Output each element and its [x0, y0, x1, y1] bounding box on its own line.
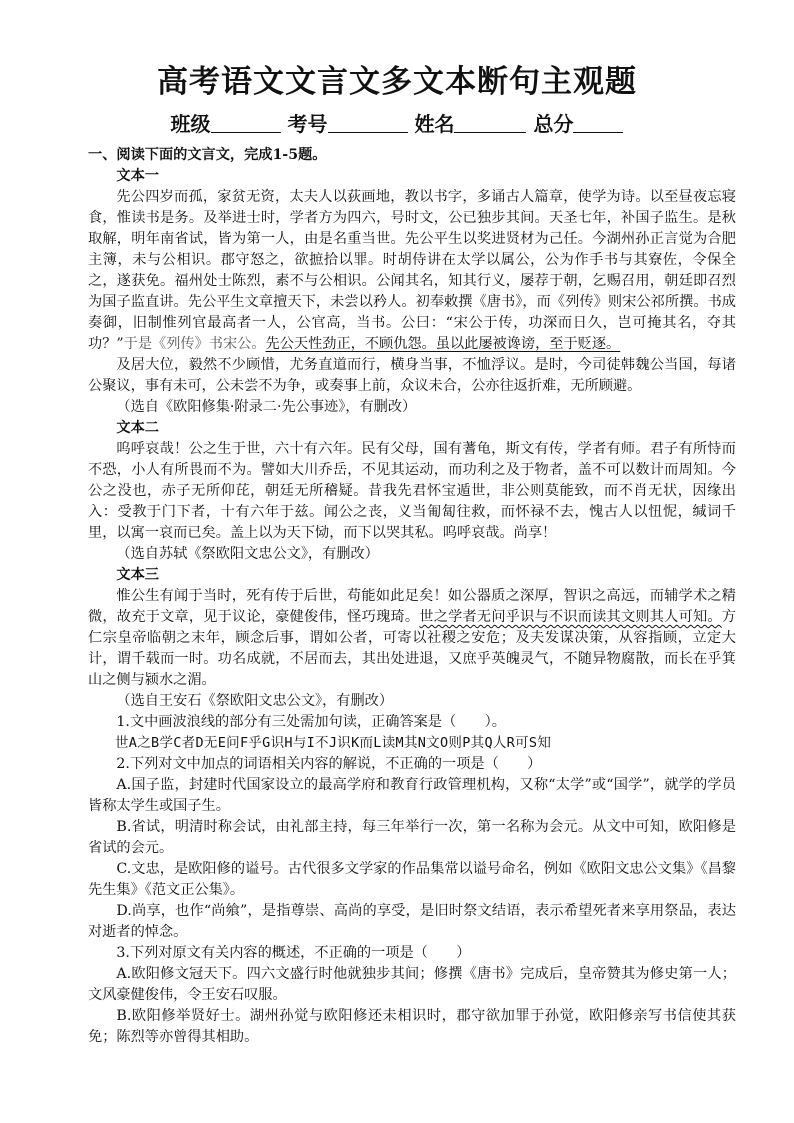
score-blank[interactable] [573, 112, 623, 133]
question-1-options: 世A之B学C者D无E问F乎G识H与I不J识K而L读M其N文O则P其Q人R可S知 [115, 735, 552, 751]
class-label: 班级 [170, 112, 211, 136]
text3-paragraph-1 [88, 586, 736, 691]
number-label: 考号 [287, 112, 328, 136]
text1-body: 先公四岁而孤，家贫无资，太夫人以荻画地，教以书字，多诵古人篇章，使学为诗。以至昼夜忘寝食，惟读书是务。及举进士时，学者方为四六，号时文，公已独步其间。天圣七年，补国子监生。是秋取解，明年南省试，皆为第一人，由是名重当世。先公平生以奖进贤材为己任。今湖州孙正言觉为合肥主簿，未与公相识。郡守怒之，欲摭拾以罪。时胡侍讲在太学以属公，公为作手书与其寮佐，令保全之，遂获免。福州处士陈烈，素不与公相识。公闻其名，知其行义，屡荐于朝，乞赐召用，朝廷即召烈为国子监直讲。先公平生文章擅天下，未尝以矜人。初奉敕撰《唐书》，而《列传》则宋公祁所撰。书成奏御，旧制惟列官最高者一人，公官高，当书。公曰： [88, 189, 736, 331]
text3-wavy-sentence: 世之学者无问乎识与不识而读其文则其人可知。 [419, 609, 722, 625]
text3-body-b: 方仁宗皇帝临朝之末年，顾念后事，谓如公者，可寄以社稷之安危；及夫发谋决策，从容指顾，立定大计，谓千载而一时。功名成就，不居而去，其出处进退，又庶乎英魄灵气，不随异物腐散，而长在乎箕山之侧与颍水之湄。 [88, 609, 736, 688]
text1-quote: “宋公于传，功深而日久，岂可掩其名，夺其功？” [88, 315, 736, 352]
text1-grey-sentence: 于是《列传》书宋公。 [123, 336, 266, 352]
score-label: 总分 [533, 112, 574, 136]
text1-source: （选自《欧阳修集·附录二·先公事迹》，有删改） [116, 399, 417, 415]
question-2-stem: 2.下列对文中加点的词语相关内容的解说，不正确的一项是（ ） [116, 756, 542, 772]
document-title: 高考语文文言文多文本断句主观题 [157, 64, 637, 100]
question-2-option-b: B.省试，明清时称会试，由礼部主持，每三年举行一次，第一名称为会元。从文中可知，欧阳修是省试的会元。 [88, 819, 736, 856]
question-1-stem: 1.文中画波浪线的部分有三处需加句读，正确答案是（ ）。 [116, 714, 506, 730]
text3-body-a: 惟公生有闻于当时，死有传于后世，苟能如此足矣！如公器质之深厚，智识之高远，而辅学术之精微，故充于文章，见于议论，豪健俊伟，怪巧瑰琦。 [88, 588, 736, 625]
text2-source: （选自苏轼《祭欧阳文忠公文》，有删改） [116, 546, 379, 562]
text3-source: （选自王安石《祭欧阳文忠公文》，有删改） [116, 693, 394, 709]
text1-paragraph-2: 及居大位，毅然不少顾惜，尤务直道而行，横身当事，不恤浮议。是时，今司徒韩魏公当国，每诸公聚议，事有未可，公未尝不为争，或奏事上前，众议未合，公亦往返折难，无所顾避。 [88, 357, 736, 394]
class-blank[interactable] [211, 112, 281, 133]
exam-content [88, 145, 736, 1048]
name-blank[interactable] [454, 112, 526, 133]
text1-label: 文本一 [116, 168, 159, 184]
text3-label: 文本三 [116, 567, 159, 583]
question-3-option-a: A.欧阳修文冠天下。四六文盛行时他就独步其间；修撰《唐书》完成后，皇帝赞其为修史第一人；文风豪健俊伟，令王安石叹服。 [88, 966, 736, 1003]
text1-underlined-sentence: 先公天性劲正，不顾仇怨。虽以此屡被谗谤，至于贬逐。 [265, 336, 621, 352]
question-2-option-d: D.尚享，也作“尚飨”，是指尊崇、高尚的享受，是旧时祭文结语，表示希望死者来享用祭品，表达对逝者的悼念。 [88, 903, 736, 940]
text2-label: 文本二 [116, 420, 159, 436]
section-heading: 一、阅读下面的文言文，完成1-5题。 [88, 147, 327, 163]
text1-paragraph-1 [88, 187, 736, 355]
name-label: 姓名 [414, 112, 455, 136]
question-2-option-a: A.国子监，封建时代国家设立的最高学府和教育行政管理机构，又称“太学”或“国学”，就学的学员皆称太学生或国子生。 [88, 777, 736, 814]
student-info-line [0, 110, 794, 138]
number-blank[interactable] [328, 112, 408, 133]
question-2-option-c: C.文忠，是欧阳修的谥号。古代很多文学家的作品集常以谥号命名，例如《欧阳文忠公文集》《昌黎先生集》《范文正公集》。 [88, 861, 736, 898]
question-3-stem: 3.下列对原文有关内容的概述，不正确的一项是（ ） [116, 945, 471, 961]
text2-paragraph-1: 呜呼哀哉！公之生于世，六十有六年。民有父母，国有蓍龟，斯文有传，学者有师。君子有所恃而不恐，小人有所畏而不为。譬如大川乔岳，不见其运动，而功利之及于物者，盖不可以数计而周知。今公之没也，赤子无所仰芘，朝廷无所稽疑。昔我先君怀宝遁世，非公则莫能致，而不肖无状，因缘出入：受教于门下者，十有六年于兹。闻公之丧，义当匍匐往救，而怀禄不去，愧古人以忸怩，缄词千里，以寓一哀而已矣。盖上以为天下恸，而下以哭其私。呜呼哀哉。尚享！ [88, 441, 736, 541]
question-3-option-b: B.欧阳修举贤好士。湖州孙觉与欧阳修还未相识时，郡守欲加罪于孙觉，欧阳修亲写书信使其获免；陈烈等亦曾得其相助。 [88, 1008, 736, 1045]
